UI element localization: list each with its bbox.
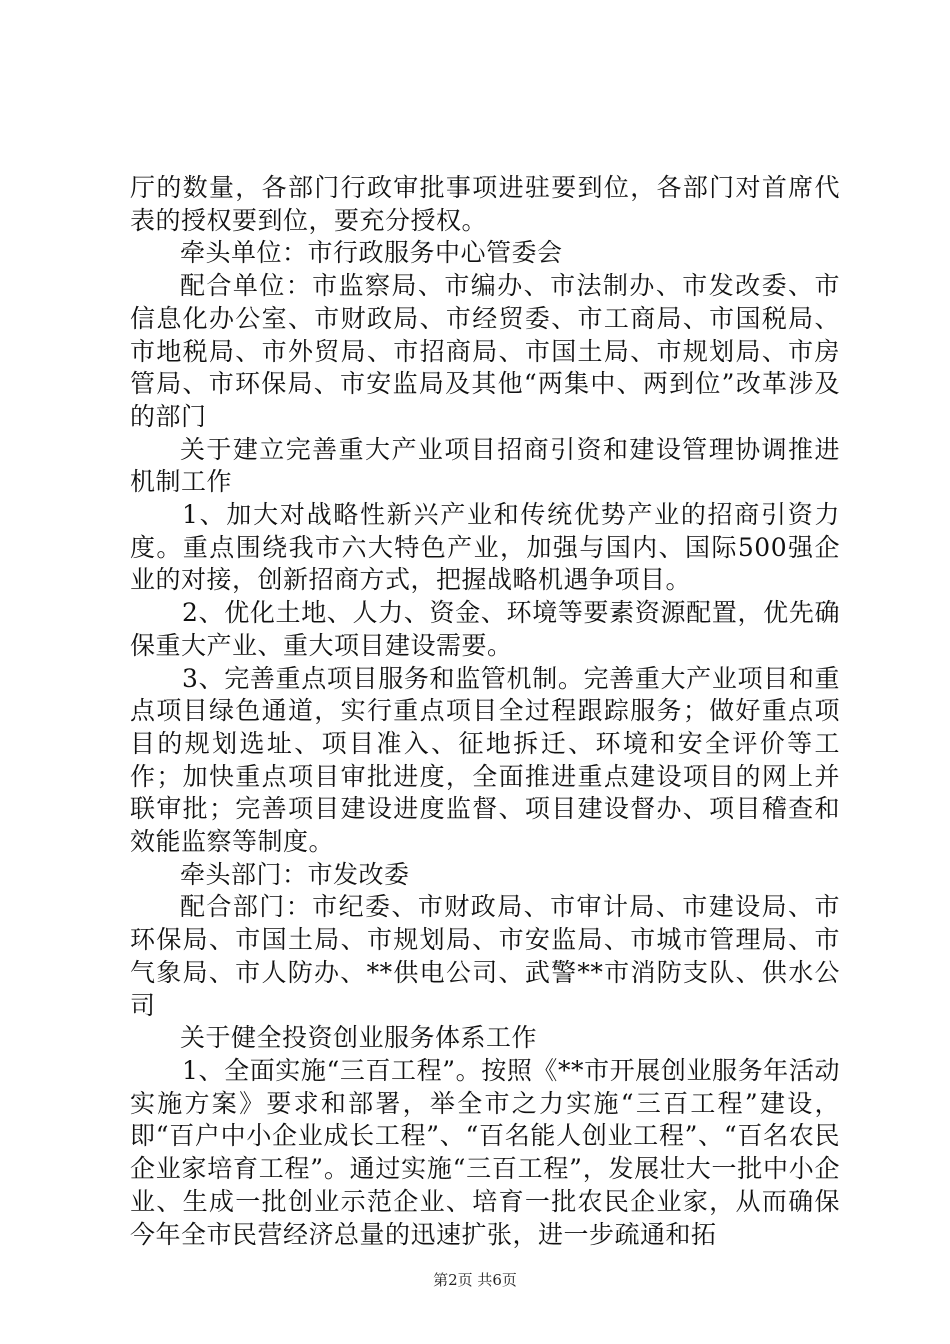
paragraph-item-2: 2、优化土地、人力、资金、环境等要素资源配置，优先确保重大产业、重大项目建设需要。 <box>130 598 840 660</box>
paragraph-lead-unit: 牵头单位：市行政服务中心管委会 <box>180 238 563 268</box>
paragraph-cooperating-departments: 配合部门：市纪委、市财政局、市审计局、市建设局、市环保局、市国土局、市规划局、市安监局、市城市管理局、市气象局、市人防办、**供电公司、武警**市消防支队、供水公司 <box>130 892 840 1020</box>
document-body <box>130 172 840 1251</box>
paragraph-item-1: 1、加大对战略性新兴产业和传统优势产业的招商引资力度。重点围绕我市六大特色产业，加强与国内、国际500强企业的对接，创新招商方式，把握战略机遇争项目。 <box>130 500 840 595</box>
section-heading-investment: 关于建立完善重大产业项目招商引资和建设管理协调推进机制工作 <box>130 434 840 497</box>
paragraph-lead-department: 牵头部门：市发改委 <box>180 859 410 889</box>
paragraph-continuation: 厅的数量，各部门行政审批事项进驻要到位，各部门对首席代表的授权要到位，要充分授权。 <box>130 173 840 235</box>
section-heading-service-system: 关于健全投资创业服务体系工作 <box>180 1023 538 1053</box>
paragraph-cooperating-units: 配合单位：市监察局、市编办、市法制办、市发改委、市信息化办公室、市财政局、市经贸委、市工商局、市国税局、市地税局、市外贸局、市招商局、市国土局、市规划局、市房管局、市环保局、市安监局及其他“两集中、两到位”改革涉及的部门 <box>130 271 840 431</box>
page-number-footer: 第2页 共6页 <box>433 1271 517 1289</box>
paragraph-item-3: 3、完善重点项目服务和监管机制。完善重大产业项目和重点项目绿色通道，实行重点项目全过程跟踪服务；做好重点项目的规划选址、项目准入、征地拆迁、环境和安全评价等工作；加快重点项目审批进度，全面推进重点建设项目的网上并联审批；完善项目建设进度监督、项目建设督办、项目稽查和效能监察等制度。 <box>130 663 840 857</box>
paragraph-three-hundred-project: 1、全面实施“三百工程”。按照《**市开展创业服务年活动实施方案》要求和部署，举全市之力实施“三百工程”建设，即“百户中小企业成长工程”、“百名能人创业工程”、“百名农民企业家培育工程”。通过实施“三百工程”，发展壮大一批中小企业、生成一批创业示范企业、培育一批农民企业家，从而确保今年全市民营经济总量的迅速扩张，进一步疏通和拓 <box>130 1055 840 1249</box>
